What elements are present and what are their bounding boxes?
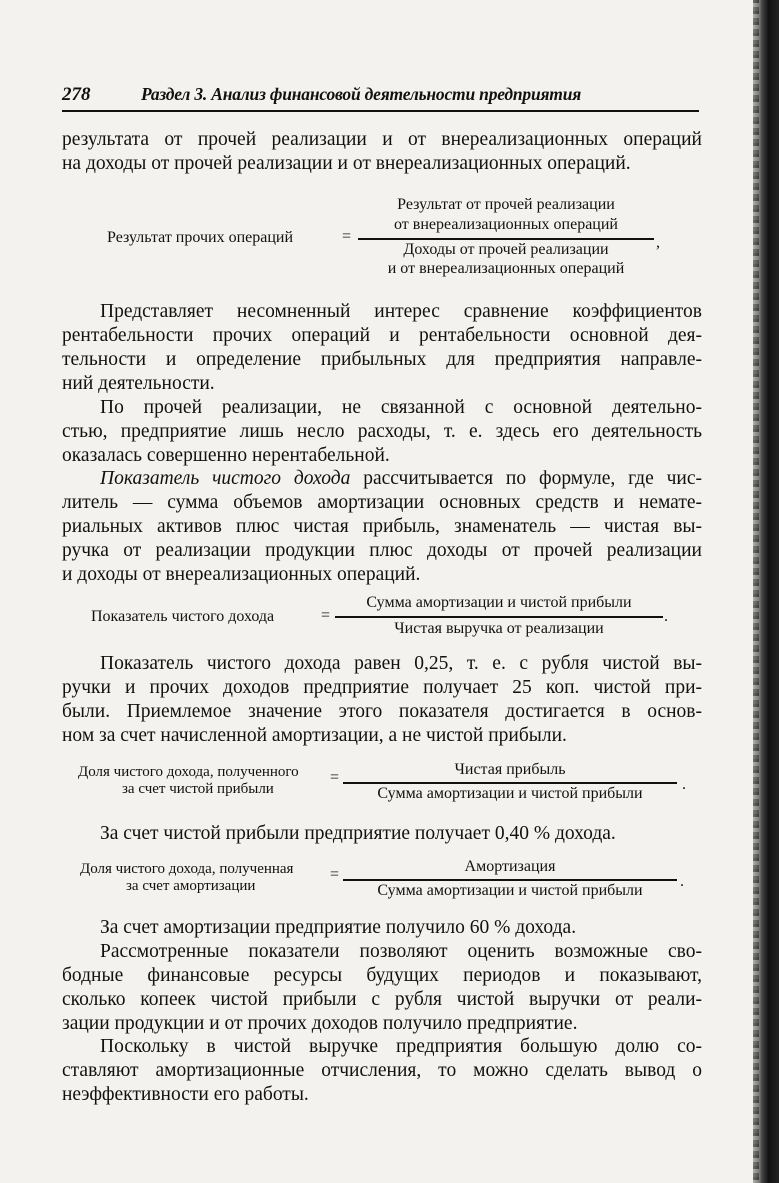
- text-line: тельности и определение прибыльных для предприятия направле-: [62, 349, 702, 370]
- text-line: зации продукции и от прочих доходов получило предприятие.: [62, 1013, 578, 1034]
- formula-denominator-line2: и от внереализационных операций: [387, 260, 625, 277]
- text-line: сколько копеек чистой прибыли с рубля чистой выручки от реали-: [62, 989, 702, 1010]
- text-line: По прочей реализации, не связанной с основной деятельно-: [100, 397, 702, 418]
- text-line: на доходы от прочей реализации и от внереализационных операций.: [62, 153, 631, 174]
- paragraph-net-profit-share: [62, 822, 702, 846]
- intro-paragraph: [62, 128, 702, 176]
- paragraph-indicators-summary: [62, 940, 702, 1036]
- text-line: ручка от реализации продукции плюс доходы от прочей реализации: [62, 540, 702, 561]
- fraction-bar: [343, 879, 677, 881]
- formula-equals: =: [330, 866, 340, 883]
- formula-numerator-line1: Результат от прочей реализации: [397, 196, 615, 213]
- text-line: стью, предприятие лишь несло расходы, т. е. здесь его деятельность: [62, 421, 702, 442]
- text-line: были. Приемлемое значение этого показателя достигается в основ-: [62, 701, 702, 722]
- formula-lhs: Результат прочих операций: [107, 229, 294, 246]
- running-head: Раздел 3. Анализ финансовой деятельности предприятия: [141, 84, 582, 104]
- formula-denominator-line1: Доходы от прочей реализации: [403, 241, 609, 258]
- formula-denominator: Сумма амортизации и чистой прибыли: [377, 882, 643, 899]
- text-line: оказалась совершенно нерентабельной.: [62, 445, 390, 466]
- formula-lhs-line2: за счет амортизации: [126, 878, 256, 894]
- text-line: Поскольку в чистой выручке предприятия большую долю со-: [100, 1036, 702, 1057]
- text-line: бодные финансовые ресурсы будущих периодов и показывают,: [62, 965, 702, 986]
- text-line: литель — сумма объемов амортизации основных средств и немате-: [62, 492, 702, 513]
- text-line: Рассмотренные показатели позволяют оценить возможные сво-: [100, 941, 702, 962]
- formula-denominator: Сумма амортизации и чистой прибыли: [377, 785, 643, 802]
- fraction-bar: [335, 616, 663, 618]
- paragraph-other-sales: [62, 396, 702, 468]
- text-line: результата от прочей реализации и от внереализационных операций: [62, 129, 702, 150]
- text-fragment: рассчитывается по формуле, где чис-: [363, 468, 702, 489]
- text-line: ручки и прочих доходов предприятие получает 25 коп. чистой при-: [62, 677, 702, 698]
- formula-numerator-line2: от внереализационных операций: [394, 216, 618, 233]
- paragraph-conclusion: [62, 1035, 702, 1107]
- formula-end-punct: .: [664, 608, 668, 625]
- paragraph-comparison: [62, 300, 702, 396]
- formula-lhs-line1: Доля чистого дохода, полученного: [78, 764, 299, 780]
- formula-end-punct: .: [682, 776, 686, 793]
- scan-edge-texture: [753, 0, 759, 1183]
- text-line: За счет амортизации предприятие получило 60 % дохода.: [100, 917, 577, 938]
- paragraph-net-income-value: [62, 652, 702, 748]
- italic-term: Показатель чистого дохода: [100, 468, 351, 489]
- text-line: риальных активов плюс чистая прибыль, знаменатель — чистая вы-: [62, 516, 702, 537]
- formula-equals: =: [321, 607, 331, 624]
- page-header: [62, 84, 728, 110]
- paragraph-amortization-share: [62, 916, 702, 940]
- formula-equals: =: [330, 769, 340, 786]
- header-rule: [62, 110, 699, 112]
- fraction-bar: [343, 782, 677, 784]
- formula-end-punct: .: [680, 873, 684, 890]
- page-number: 278: [62, 84, 91, 105]
- text-line: ном за счет начисленной амортизации, а не чистой прибыли.: [62, 725, 567, 746]
- text-line: рентабельности прочих операций и рентабельности основной дея-: [62, 325, 702, 346]
- paragraph-net-income-indicator: [62, 467, 702, 587]
- formula-end-punct: ,: [656, 234, 660, 251]
- formula-denominator: Чистая выручка от реализации: [394, 620, 604, 637]
- text-line: [62, 467, 702, 491]
- text-line: Представляет несомненный интерес сравнение коэффициентов: [100, 301, 702, 322]
- formula-equals: =: [342, 228, 352, 245]
- text-line: ний деятельности.: [62, 373, 215, 394]
- text-line: Показатель чистого дохода равен 0,25, т. е. с рубля чистой вы-: [100, 653, 702, 674]
- formula-lhs-line2: за счет чистой прибыли: [122, 781, 274, 797]
- text-line: За счет чистой прибыли предприятие получает 0,40 % дохода.: [100, 823, 616, 844]
- text-line: неэффективности его работы.: [62, 1084, 309, 1105]
- formula-lhs-line1: Доля чистого дохода, полученная: [80, 861, 294, 877]
- formula-lhs: Показатель чистого дохода: [91, 608, 275, 625]
- formula-numerator: Амортизация: [464, 858, 556, 875]
- text-line: и доходы от внереализационных операций.: [62, 564, 421, 585]
- formula-numerator: Чистая прибыль: [454, 761, 566, 778]
- fraction-bar: [358, 238, 654, 240]
- formula-numerator: Сумма амортизации и чистой прибыли: [366, 594, 632, 611]
- text-line: ставляют амортизационные отчисления, то можно сделать вывод о: [62, 1060, 702, 1081]
